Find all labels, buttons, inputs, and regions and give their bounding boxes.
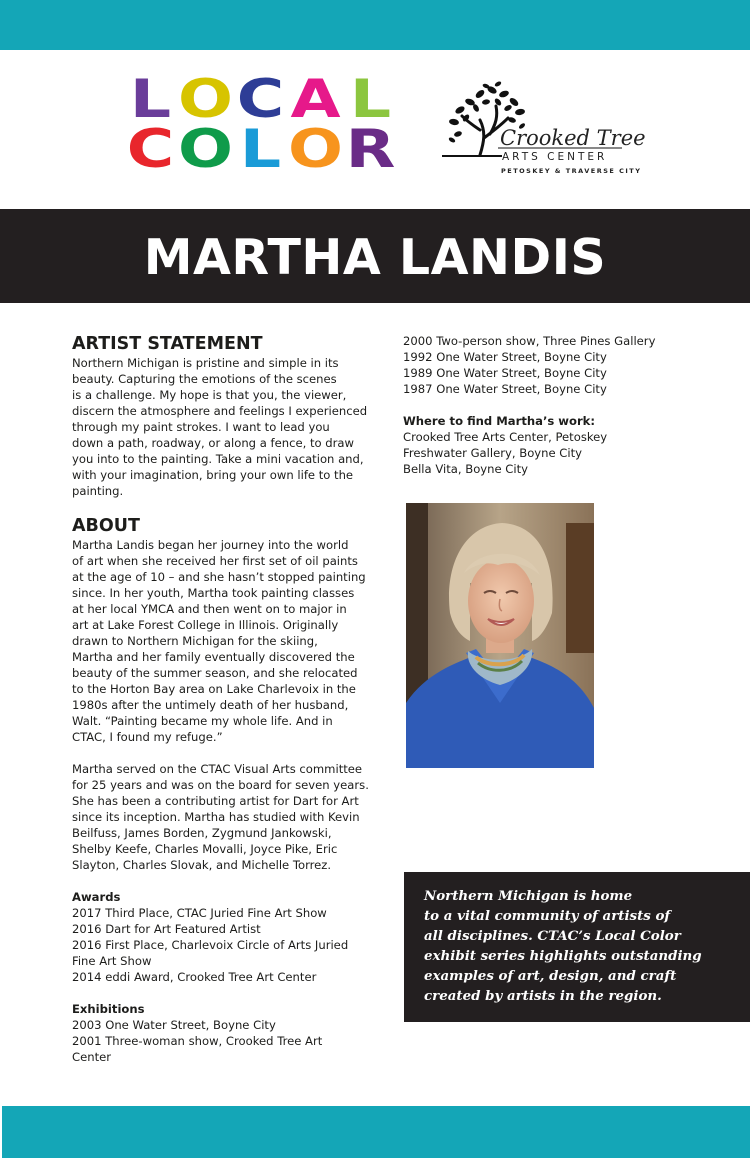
location-item: Bella Vita, Boyne City: [403, 462, 529, 476]
about-line: since. In her youth, Martha took painting classes: [72, 586, 355, 600]
about-line: Martha and her family eventually discovered the: [72, 650, 355, 664]
exhibition-item: 2001 Three-woman show, Crooked Tree Art: [72, 1034, 323, 1048]
statement-line: painting.: [72, 484, 124, 498]
about-line: Shelby Keefe, Charles Movalli, Joyce Pike, Eric: [72, 842, 338, 856]
about-line: She has been a contributing artist for Dart for Art: [72, 794, 359, 808]
logo-line1-letter-0: L: [129, 69, 172, 130]
statement-line: beauty. Capturing the emotions of the scenes: [72, 372, 337, 386]
bottom-accent-bar: [2, 1106, 750, 1158]
ctac-logo-cities: PETOSKEY & TRAVERSE CITY: [501, 167, 642, 175]
about-line: beauty of the summer season, and she relocated: [72, 666, 358, 680]
exhibition-item: 1989 One Water Street, Boyne City: [403, 366, 607, 380]
location-item: Freshwater Gallery, Boyne City: [403, 446, 583, 460]
about-line: CTAC, I found my refuge.”: [72, 730, 223, 744]
exhibitions-heading: Exhibitions: [72, 1002, 145, 1016]
about-line: 1980s after the untimely death of her husband,: [72, 698, 349, 712]
quote-line: created by artists in the region.: [424, 988, 662, 1004]
about-paragraph-2: [72, 761, 372, 873]
about-heading: ABOUT: [72, 516, 140, 536]
about-line: drawn to Northern Michigan for the skiing,: [72, 634, 318, 648]
where-to-find-list: [403, 429, 733, 477]
quote-line: Northern Michigan is home: [424, 888, 633, 904]
exhibition-item: 2000 Two-person show, Three Pines Gallery: [403, 334, 656, 348]
logo-line2-letter-1: O: [178, 119, 233, 180]
quote-line: to a vital community of artists of: [424, 908, 671, 924]
about-paragraph-1: [72, 537, 372, 745]
logo-line1-letter-3: A: [290, 69, 341, 130]
award-item: 2016 Dart for Art Featured Artist: [72, 922, 261, 936]
exhibitions-list-right: [403, 333, 733, 397]
logo-line2-letter-3: O: [288, 119, 343, 180]
about-line: for 25 years and was on the board for seven years.: [72, 778, 369, 792]
about-line: Martha Landis began her journey into the world: [72, 538, 349, 552]
quote-box: [404, 872, 750, 1022]
exhibition-item: 1992 One Water Street, Boyne City: [403, 350, 607, 364]
quote-line: exhibit series highlights outstanding: [424, 948, 702, 964]
logo-line2-letter-4: R: [345, 119, 396, 180]
artist-name-banner: [0, 209, 750, 303]
about-line: of art when she received her first set of oil paints: [72, 554, 358, 568]
award-item: Fine Art Show: [72, 954, 152, 968]
awards-heading: Awards: [72, 890, 121, 904]
artist-statement-heading: ARTIST STATEMENT: [72, 334, 263, 354]
logo-line2-letter-2: L: [239, 119, 282, 180]
logo-line1-letter-1: O: [178, 69, 233, 130]
left-column: [72, 333, 372, 1065]
right-column: [403, 333, 733, 477]
exhibition-item: 1987 One Water Street, Boyne City: [403, 382, 607, 396]
quote-line: examples of art, design, and craft: [424, 968, 677, 984]
location-item: Crooked Tree Arts Center, Petoskey: [403, 430, 608, 444]
local-color-logo-line2: [124, 119, 397, 180]
about-line: at her local YMCA and then went on to major in: [72, 602, 347, 616]
about-line: Walt. “Painting became my whole life. And in: [72, 714, 333, 728]
quote-text: [424, 886, 702, 1006]
ctac-logo-arts-center: ARTS CENTER: [502, 151, 608, 163]
artist-name: MARTHA LANDIS: [143, 228, 607, 286]
statement-line: discern the atmosphere and feelings I experienced: [72, 404, 368, 418]
exhibition-item: Center: [72, 1050, 112, 1064]
about-line: since its inception. Martha has studied with Kevin: [72, 810, 360, 824]
local-color-logo-line1: [124, 69, 397, 130]
about-line: Beilfuss, James Borden, Zygmund Jankowski,: [72, 826, 332, 840]
statement-line: with your imagination, bring your own life to the: [72, 468, 354, 482]
logo-line1-letter-2: C: [236, 69, 285, 130]
statement-line: through my paint strokes. I want to lead you: [72, 420, 330, 434]
ctac-logo-name: Crooked Tree: [500, 126, 646, 150]
exhibitions-list-left: [72, 1017, 372, 1065]
artist-portrait-photo: [406, 503, 594, 768]
statement-line: Northern Michigan is pristine and simple in its: [72, 356, 339, 370]
exhibition-item: 2003 One Water Street, Boyne City: [72, 1018, 276, 1032]
about-line: Martha served on the CTAC Visual Arts committee: [72, 762, 363, 776]
logo-line2-letter-0: C: [126, 119, 175, 180]
about-line: at the age of 10 – and she hasn’t stopped painting: [72, 570, 366, 584]
award-item: 2017 Third Place, CTAC Juried Fine Art Show: [72, 906, 327, 920]
award-item: 2014 eddi Award, Crooked Tree Art Center: [72, 970, 317, 984]
statement-line: is a challenge. My hope is that you, the viewer,: [72, 388, 347, 402]
statement-line: you into to the painting. Take a mini vacation and,: [72, 452, 364, 466]
where-to-find-heading: Where to find Martha’s work:: [403, 414, 596, 428]
top-accent-bar: [0, 0, 750, 50]
about-line: art at Lake Forest College in Illinois. Originally: [72, 618, 339, 632]
quote-line: all disciplines. CTAC’s Local Color: [424, 928, 681, 944]
logo-line1-letter-4: L: [349, 69, 392, 130]
statement-line: down a path, roadway, or along a fence, to draw: [72, 436, 354, 450]
awards-list: [72, 905, 372, 985]
artist-statement-text: [72, 355, 372, 499]
about-line: Slayton, Charles Slovak, and Michelle Torrez.: [72, 858, 332, 872]
about-line: to the Horton Bay area on Lake Charlevoix in the: [72, 682, 356, 696]
award-item: 2016 First Place, Charlevoix Circle of Arts Juried: [72, 938, 349, 952]
